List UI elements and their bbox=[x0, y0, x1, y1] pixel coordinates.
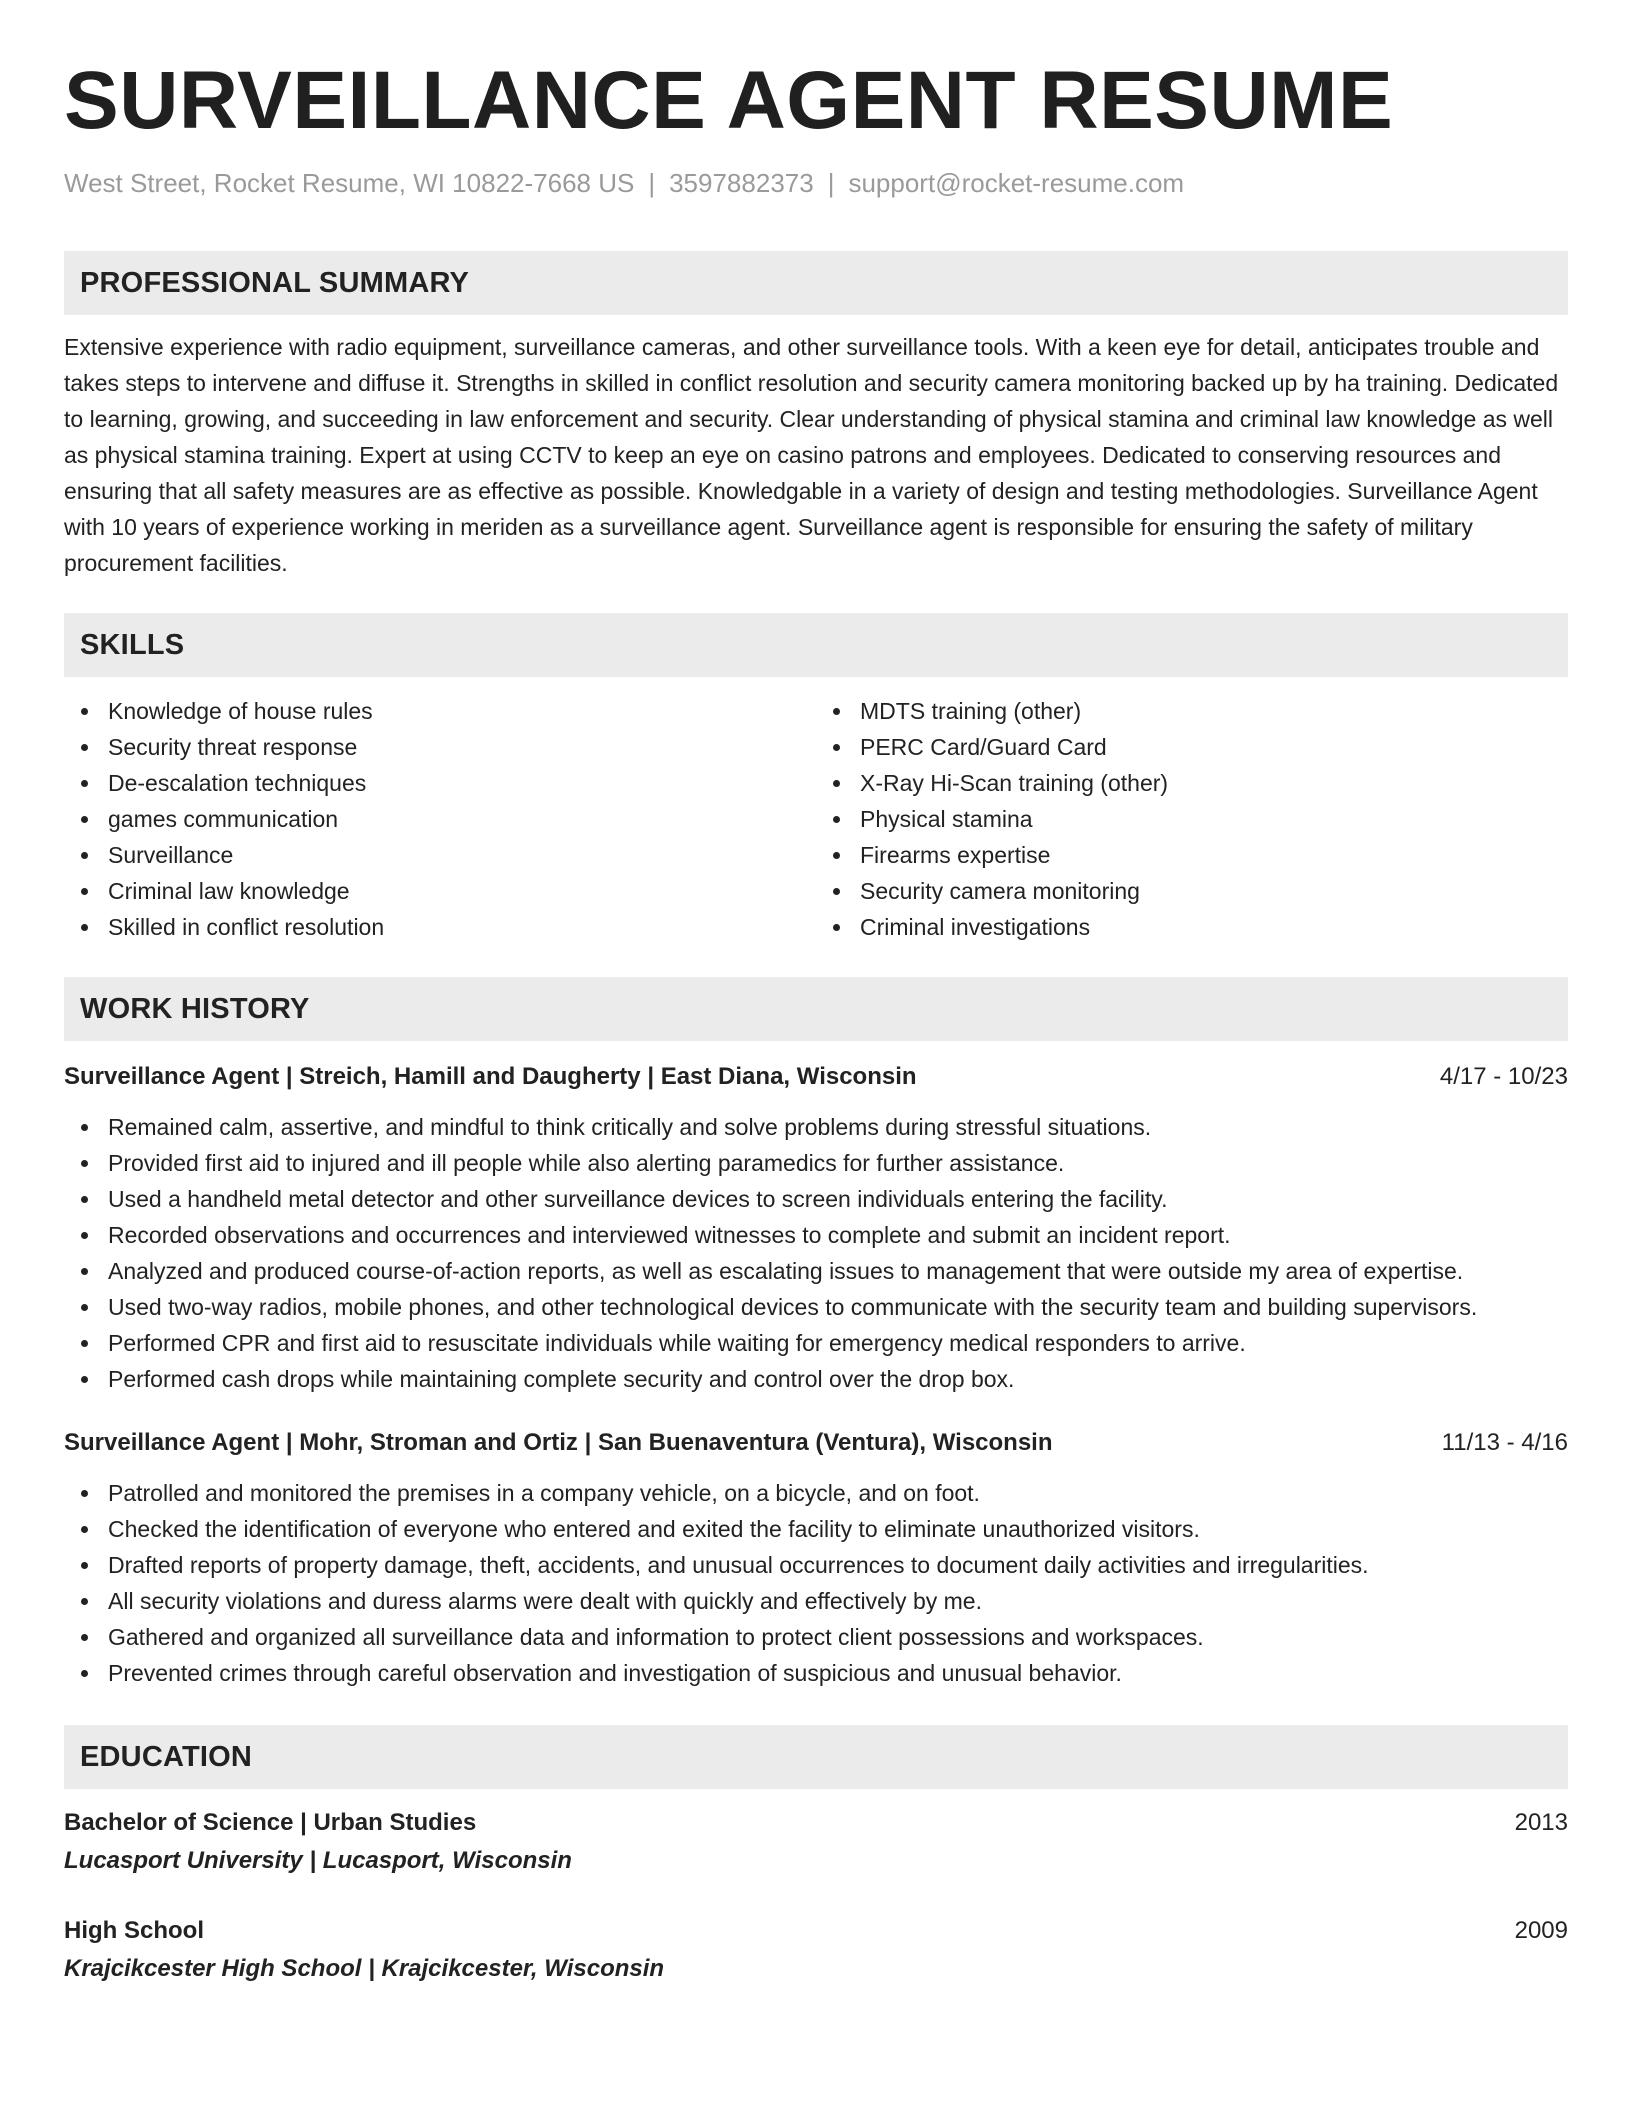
job-entry bbox=[64, 1425, 1568, 1691]
contact-phone: 3597882373 bbox=[669, 168, 814, 199]
skills-section-header: SKILLS bbox=[64, 613, 1568, 677]
skill-item: X-Ray Hi-Scan training (other) bbox=[816, 765, 1568, 801]
responsibility-item: Recorded observations and occurrences and interviewed witnesses to complete and submit an incident report. bbox=[64, 1217, 1568, 1253]
contact-address: West Street, Rocket Resume, WI 10822-7668 US bbox=[64, 168, 635, 199]
skill-item: Security threat response bbox=[64, 729, 816, 765]
skills-list bbox=[64, 693, 1568, 945]
summary-section-header: PROFESSIONAL SUMMARY bbox=[64, 251, 1568, 315]
job-responsibilities bbox=[64, 1475, 1568, 1691]
work-history-section-header: WORK HISTORY bbox=[64, 977, 1568, 1041]
skill-item: Criminal law knowledge bbox=[64, 873, 816, 909]
skill-item: games communication bbox=[64, 801, 816, 837]
education-entry bbox=[64, 1913, 1568, 1987]
skill-item: De-escalation techniques bbox=[64, 765, 816, 801]
responsibility-item: Analyzed and produced course-of-action reports, as well as escalating issues to management that were outside my area of expertise. bbox=[64, 1253, 1568, 1289]
contact-email[interactable]: support@rocket-resume.com bbox=[848, 168, 1185, 199]
responsibility-item: Used a handheld metal detector and other surveillance devices to screen individuals entering the facility. bbox=[64, 1181, 1568, 1217]
responsibility-item: Gathered and organized all surveillance data and information to protect client possessions and workspaces. bbox=[64, 1619, 1568, 1655]
job-title: Surveillance Agent | Streich, Hamill and Daugherty | East Diana, Wisconsin bbox=[64, 1063, 917, 1091]
education-institution: Krajcikcester High School | Krajcikcester, Wisconsin bbox=[64, 1955, 665, 1983]
education-section-header: EDUCATION bbox=[64, 1725, 1568, 1789]
responsibility-item: Patrolled and monitored the premises in a company vehicle, on a bicycle, and on foot. bbox=[64, 1475, 1568, 1511]
responsibility-item: All security violations and duress alarms were dealt with quickly and effectively by me. bbox=[64, 1583, 1568, 1619]
responsibility-item: Drafted reports of property damage, theft, accidents, and unusual occurrences to document daily activities and irregularities. bbox=[64, 1547, 1568, 1583]
contact-separator: | bbox=[648, 168, 656, 199]
contact-line bbox=[64, 168, 1568, 199]
responsibility-item: Remained calm, assertive, and mindful to think critically and solve problems during stressful situations. bbox=[64, 1109, 1568, 1145]
skills-column-left bbox=[64, 693, 816, 945]
job-dates: 11/13 - 4/16 bbox=[1441, 1429, 1568, 1457]
education-entry bbox=[64, 1805, 1568, 1879]
job-title: Surveillance Agent | Mohr, Stroman and Ortiz | San Buenaventura (Ventura), Wisconsin bbox=[64, 1429, 1053, 1457]
skill-item: PERC Card/Guard Card bbox=[816, 729, 1568, 765]
job-header bbox=[64, 1059, 1568, 1095]
skill-item: Security camera monitoring bbox=[816, 873, 1568, 909]
responsibility-item: Checked the identification of everyone who entered and exited the facility to eliminate unauthorized visitors. bbox=[64, 1511, 1568, 1547]
responsibility-item: Performed CPR and first aid to resuscitate individuals while waiting for emergency medical responders to arrive. bbox=[64, 1325, 1568, 1361]
skill-item: Skilled in conflict resolution bbox=[64, 909, 816, 945]
responsibility-item: Prevented crimes through careful observation and investigation of suspicious and unusual behavior. bbox=[64, 1655, 1568, 1691]
job-responsibilities bbox=[64, 1109, 1568, 1397]
education-degree: Bachelor of Science | Urban Studies bbox=[64, 1809, 477, 1837]
summary-text: Extensive experience with radio equipment, surveillance cameras, and other surveillance tools. With a keen eye for detail, anticipates trouble and takes steps to intervene and diffuse it. Strengths in skilled in conflict resolution and security camera monitoring backed up by ha training. Dedicated to learning, growing, and succeeding in law enforcement and security. Clear understanding of physical stamina and criminal law knowledge as well as physical stamina training. Expert at using CCTV to keep an eye on casino patrons and employees. Dedicated to conserving resources and ensuring that all safety measures are as effective as possible. Knowledgable in a variety of design and testing methodologies. Surveillance Agent with 10 years of experience working in meriden as a surveillance agent. Surveillance agent is responsible for ensuring the safety of military procurement facilities. bbox=[64, 334, 1559, 577]
skill-item: Firearms expertise bbox=[816, 837, 1568, 873]
education-header bbox=[64, 1913, 1568, 1949]
skills-column-right bbox=[816, 693, 1568, 945]
skill-item: Knowledge of house rules bbox=[64, 693, 816, 729]
job-dates: 4/17 - 10/23 bbox=[1439, 1063, 1568, 1091]
education-degree: High School bbox=[64, 1917, 204, 1945]
responsibility-item: Used two-way radios, mobile phones, and other technological devices to communicate with the security team and building supervisors. bbox=[64, 1289, 1568, 1325]
resume-title: SURVEILLANCE AGENT RESUME bbox=[64, 55, 1394, 146]
job-header bbox=[64, 1425, 1568, 1461]
skill-item: Criminal investigations bbox=[816, 909, 1568, 945]
education-year: 2013 bbox=[1514, 1809, 1568, 1837]
responsibility-item: Provided first aid to injured and ill people while also alerting paramedics for further assistance. bbox=[64, 1145, 1568, 1181]
education-header bbox=[64, 1805, 1568, 1841]
education-institution: Lucasport University | Lucasport, Wisconsin bbox=[64, 1847, 572, 1875]
job-entry bbox=[64, 1059, 1568, 1397]
skill-item: Physical stamina bbox=[816, 801, 1568, 837]
skill-item: Surveillance bbox=[64, 837, 816, 873]
contact-separator: | bbox=[827, 168, 835, 199]
responsibility-item: Performed cash drops while maintaining complete security and control over the drop box. bbox=[64, 1361, 1568, 1397]
education-year: 2009 bbox=[1514, 1917, 1568, 1945]
skill-item: MDTS training (other) bbox=[816, 693, 1568, 729]
